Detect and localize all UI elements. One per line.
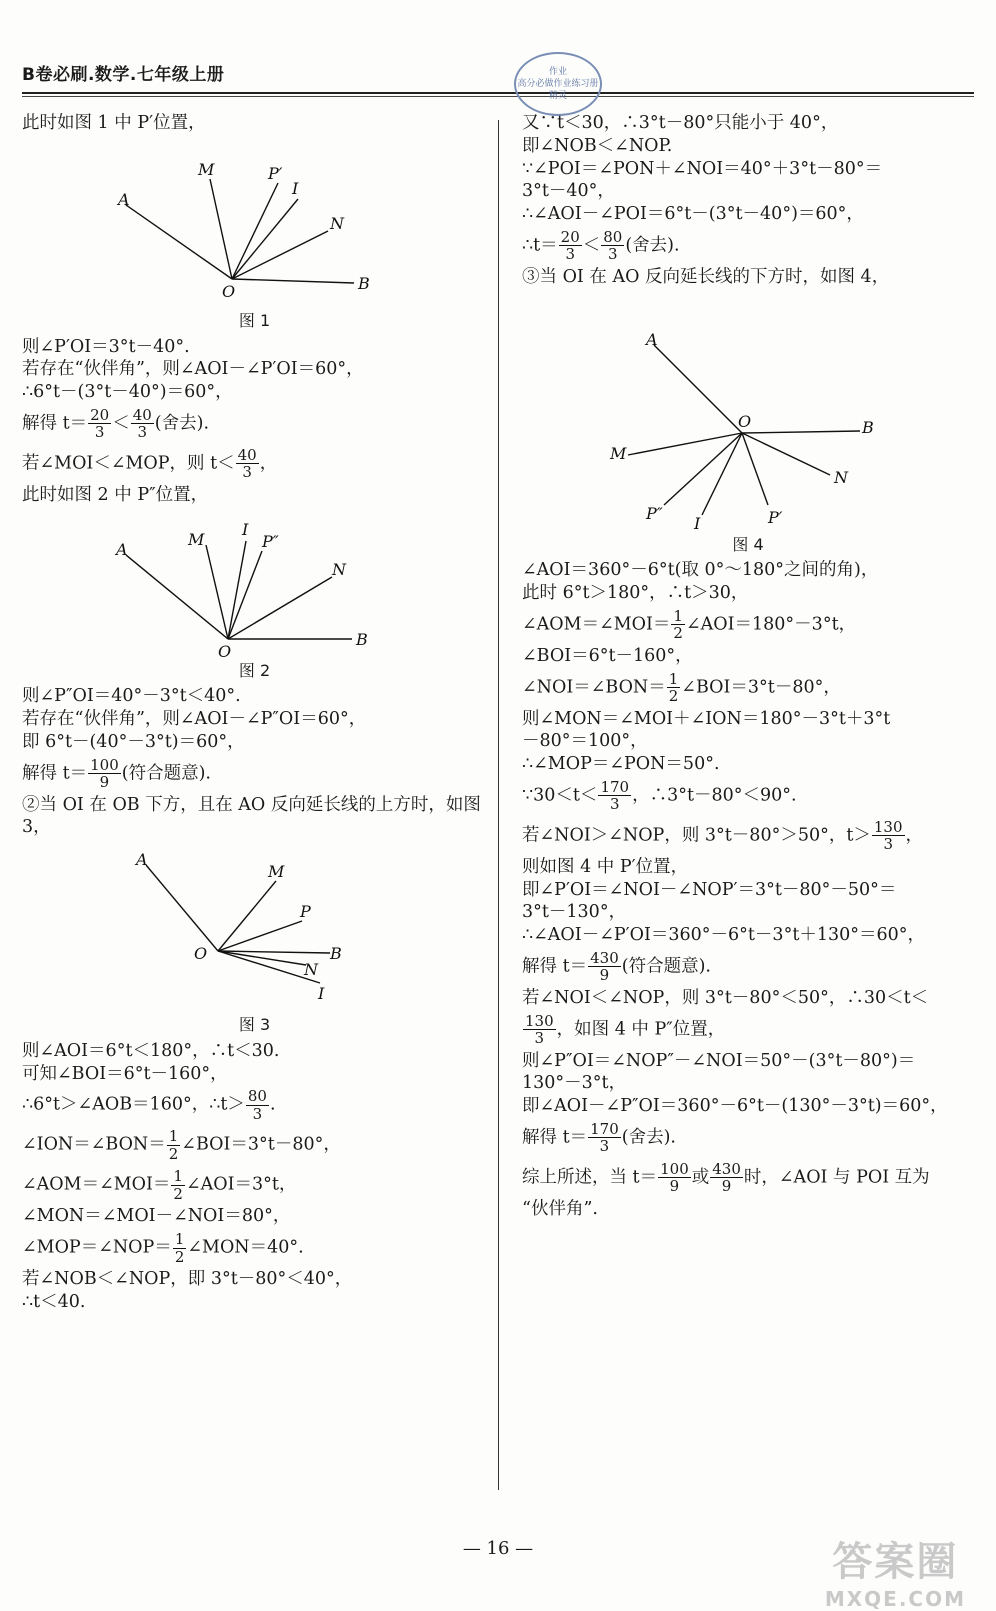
ray-ON bbox=[228, 577, 332, 639]
text-line: 则∠P″OI＝40°－3°t＜40°. bbox=[22, 686, 241, 707]
page-header-title: B卷必刷.数学.七年级上册 bbox=[22, 65, 225, 85]
right-column bbox=[522, 112, 974, 1221]
left-column bbox=[22, 112, 487, 1314]
figure-3-caption: 图 3 bbox=[238, 1015, 271, 1035]
label-A: A bbox=[136, 850, 148, 870]
text-line: 若存在“伙伴角”，则∠AOI－∠P′OI＝60°， bbox=[22, 359, 364, 380]
figure-2-caption: 图 2 bbox=[238, 660, 271, 680]
text-line: －80°＝100°， bbox=[522, 731, 648, 752]
label-B: B bbox=[358, 273, 370, 293]
ray-OA bbox=[126, 555, 228, 639]
fraction: $\frac{1}{2}$ bbox=[174, 1230, 185, 1266]
label-M: M bbox=[610, 443, 627, 463]
text-line: 则∠P″OI＝∠NOP″－∠NOI＝50°－(3°t－80°)＝ bbox=[522, 1050, 916, 1071]
text-line: 若存在“伙伴角”，则∠AOI－∠P″OI＝60°， bbox=[22, 709, 367, 730]
text-line: 可知∠BOI＝6°t－160°， bbox=[22, 1063, 228, 1084]
text-line: 综上所述，当 t＝ $\frac{100}{9}$ 或 $\frac{430}{9}$ 时，∠AOI 与 POI 互为 bbox=[522, 1159, 930, 1196]
text-line: ②当 OI 在 OB 下方，且在 AO 反向延长线的上方时，如图 3， bbox=[22, 794, 481, 838]
text-line: 则∠MON＝∠MOI＋∠ION＝180°－3°t＋3°t bbox=[522, 708, 891, 729]
text-line: ∴6°t＞∠AOB＝160°，∴t＞ $\frac{80}{3}$ . bbox=[22, 1087, 276, 1123]
text-line: $\frac{130}{3}$ ，如图 4 中 P″位置， bbox=[525, 1011, 726, 1048]
text-line: 即∠NOB＜∠NOP. bbox=[522, 135, 673, 156]
text-line: 若∠NOI＜∠NOP，则 3°t－80°＜50°，∴30＜t＜ bbox=[522, 987, 929, 1008]
page-number: — 16 — bbox=[462, 1538, 534, 1559]
text-line: 此时 6°t＞180°，∴t＞30， bbox=[522, 583, 749, 604]
label-I: I bbox=[318, 984, 325, 1004]
label-P: P′ bbox=[268, 163, 283, 183]
text-line: ∠BOI＝6°t－160°， bbox=[522, 645, 693, 666]
label-N: N bbox=[304, 960, 318, 980]
text-line: ∵30＜t＜ $\frac{170}{3}$ ，∴3°t－80°＜90°. bbox=[522, 777, 797, 814]
label-M: M bbox=[198, 159, 215, 179]
label-P1: P′ bbox=[768, 507, 783, 527]
text-line: 若∠NOB＜∠NOP，即 3°t－80°＜40°， bbox=[22, 1269, 353, 1290]
label-N: N bbox=[332, 559, 346, 579]
text-line: 若∠MOI＜∠MOP，则 t＜ $\frac{40}{3}$ ， bbox=[22, 445, 278, 482]
ray-OI bbox=[228, 541, 246, 639]
figure-4-caption: 图 4 bbox=[732, 534, 764, 554]
label-P: P bbox=[300, 902, 311, 922]
label-O: O bbox=[222, 281, 236, 301]
fraction: $\frac{40}{3}$ bbox=[237, 445, 257, 482]
publisher-stamp: 作业 高分必做作业练习册 精灵 bbox=[514, 52, 602, 116]
text-line: 即∠AOI－∠P″OI＝360°－6°t－(130°－3°t)＝60°， bbox=[522, 1096, 948, 1117]
label-B: B bbox=[862, 417, 874, 437]
label-I: I bbox=[242, 519, 249, 539]
fraction: $\frac{170}{3}$ bbox=[600, 777, 630, 814]
text-line: 解得 t＝ $\frac{20}{3}$ ＜ $\frac{40}{3}$ (舍去). bbox=[22, 405, 210, 442]
figure-4 bbox=[522, 293, 974, 556]
label-M: M bbox=[268, 862, 285, 882]
label-O: O bbox=[738, 411, 752, 431]
fraction: $\frac{1}{2}$ bbox=[168, 1127, 179, 1163]
text-line: 即∠P′OI＝∠NOI－∠NOP′＝3°t－80°－50°＝ bbox=[522, 879, 897, 900]
ray-OM bbox=[210, 179, 232, 279]
text-line: 则如图 4 中 P′位置， bbox=[522, 856, 689, 877]
ray-ON bbox=[232, 231, 328, 279]
text-line: ∠NOI＝∠BON＝ $\frac{1}{2}$ ∠BOI＝3°t－80°， bbox=[522, 669, 841, 706]
label-O: O bbox=[218, 641, 232, 659]
text-line: ∠MOP＝∠NOP＝ $\frac{1}{2}$ ∠MON＝40°. bbox=[22, 1230, 304, 1266]
text-line: 解得 t＝ $\frac{430}{9}$ (符合题意). bbox=[522, 948, 711, 985]
text-line: 3°t－130°， bbox=[522, 902, 627, 923]
figure-3 bbox=[22, 843, 487, 1036]
text-line: ∠AOI＝360°－6°t(取 0°～180°之间的角)， bbox=[522, 560, 879, 581]
ray-OP bbox=[228, 551, 262, 639]
figure-2 bbox=[22, 511, 487, 682]
fraction: $\frac{20}{3}$ bbox=[560, 227, 580, 264]
label-A: A bbox=[646, 329, 658, 349]
ray-OB bbox=[218, 951, 330, 953]
label-O: O bbox=[194, 944, 208, 964]
text-line: ∴t＜40. bbox=[22, 1291, 86, 1312]
fraction: $\frac{430}{9}$ bbox=[712, 1159, 741, 1196]
fraction: $\frac{1}{2}$ bbox=[173, 1167, 183, 1203]
ray-OA bbox=[126, 205, 232, 279]
text-line: ∵∠POI＝∠PON＋∠NOI＝40°＋3°t－80°＝ bbox=[522, 158, 883, 179]
ray-OB bbox=[232, 279, 354, 283]
text-line: 即 6°t－(40°－3°t)＝60°， bbox=[22, 731, 245, 752]
ray-OM bbox=[628, 433, 742, 455]
text-line: ③当 OI 在 AO 反向延长线的下方时，如图 4， bbox=[522, 266, 890, 287]
column-divider bbox=[498, 120, 499, 1490]
text-line: 又∵t＜30，∴3°t－80°只能小于 40°， bbox=[522, 113, 839, 133]
text-line: ∴∠AOI－∠P′OI＝360°－6°t－3°t＋130°＝60°， bbox=[522, 925, 926, 946]
text-line: 若∠NOI＞∠NOP，则 3°t－80°＞50°，t＞ $\frac{130}{3}$ ， bbox=[522, 817, 924, 854]
text-line: ∴∠MOP＝∠PON＝50°. bbox=[522, 754, 720, 775]
fraction: $\frac{80}{3}$ bbox=[247, 1087, 267, 1123]
fraction: $\frac{1}{2}$ bbox=[668, 669, 679, 706]
text-line: 此时如图 1 中 P′位置， bbox=[22, 113, 206, 133]
fraction: $\frac{100}{9}$ bbox=[90, 755, 119, 792]
fraction: $\frac{170}{3}$ bbox=[590, 1119, 619, 1156]
label-A: A bbox=[116, 539, 128, 559]
text-line: ∴6°t－(3°t－40°)＝60°， bbox=[22, 382, 233, 403]
text-line: ∠ION＝∠BON＝ $\frac{1}{2}$ ∠BOI＝3°t－80°， bbox=[22, 1127, 341, 1163]
text-line: ∠AOM＝∠MOI＝ $\frac{1}{2}$ ∠AOI＝180°－3°t， bbox=[522, 606, 857, 643]
watermark-logo: 答案圈 MXQE.COM bbox=[824, 1539, 966, 1611]
ray-ON bbox=[218, 951, 306, 965]
label-A: A bbox=[118, 189, 130, 209]
label-B: B bbox=[330, 944, 342, 964]
fraction: $\frac{130}{3}$ bbox=[873, 817, 903, 854]
text-line: ∴∠AOI－∠POI＝6°t－(3°t－40°)＝60°， bbox=[522, 204, 864, 224]
fraction: $\frac{130}{3}$ bbox=[525, 1011, 554, 1048]
ray-OI bbox=[702, 433, 742, 515]
text-line: ∠AOM＝∠MOI＝ $\frac{1}{2}$ ∠AOI＝3°t， bbox=[22, 1167, 297, 1203]
label-N: N bbox=[330, 213, 344, 233]
text-line: 则∠P′OI＝3°t－40°. bbox=[22, 336, 190, 357]
label-P2: P″ bbox=[646, 503, 663, 523]
label-M: M bbox=[188, 529, 205, 549]
text-line: ∠MON＝∠MOI－∠NOI＝80°， bbox=[22, 1206, 291, 1227]
fraction: $\frac{20}{3}$ bbox=[90, 405, 110, 442]
fraction: $\frac{40}{3}$ bbox=[132, 405, 152, 442]
label-I: I bbox=[292, 178, 299, 198]
fraction: $\frac{100}{9}$ bbox=[660, 1159, 689, 1196]
header-rule-thin bbox=[22, 96, 974, 97]
header-rule bbox=[22, 92, 974, 94]
label-N: N bbox=[834, 467, 848, 487]
text-line: 130°－3°t， bbox=[522, 1073, 627, 1094]
label-P: P″ bbox=[262, 531, 279, 551]
ray-OB bbox=[742, 431, 860, 433]
text-line: ∴t＝ $\frac{20}{3}$ ＜ $\frac{80}{3}$ (舍去). bbox=[522, 227, 680, 264]
text-line: 解得 t＝ $\frac{100}{9}$ (符合题意). bbox=[22, 755, 211, 792]
text-line: 解得 t＝ $\frac{170}{3}$ (舍去). bbox=[522, 1119, 676, 1156]
fraction: $\frac{430}{9}$ bbox=[590, 948, 619, 985]
text-line: “伙伴角”. bbox=[522, 1198, 598, 1219]
ray-OP2 bbox=[664, 433, 742, 505]
label-I: I bbox=[694, 513, 701, 533]
ray-OA bbox=[146, 865, 218, 951]
ray-OM bbox=[206, 545, 228, 639]
fraction: $\frac{80}{3}$ bbox=[603, 227, 623, 264]
text-line: 则∠AOI＝6°t＜180°，∴t＜30. bbox=[22, 1040, 280, 1061]
ray-OA bbox=[654, 345, 742, 433]
fraction: $\frac{1}{2}$ bbox=[673, 606, 683, 643]
figure-1-caption: 图 1 bbox=[238, 310, 271, 330]
label-B: B bbox=[356, 629, 368, 649]
text-line: 3°t－40°， bbox=[522, 181, 615, 202]
figure-1 bbox=[22, 139, 487, 332]
text-line: 此时如图 2 中 P″位置， bbox=[22, 484, 209, 505]
